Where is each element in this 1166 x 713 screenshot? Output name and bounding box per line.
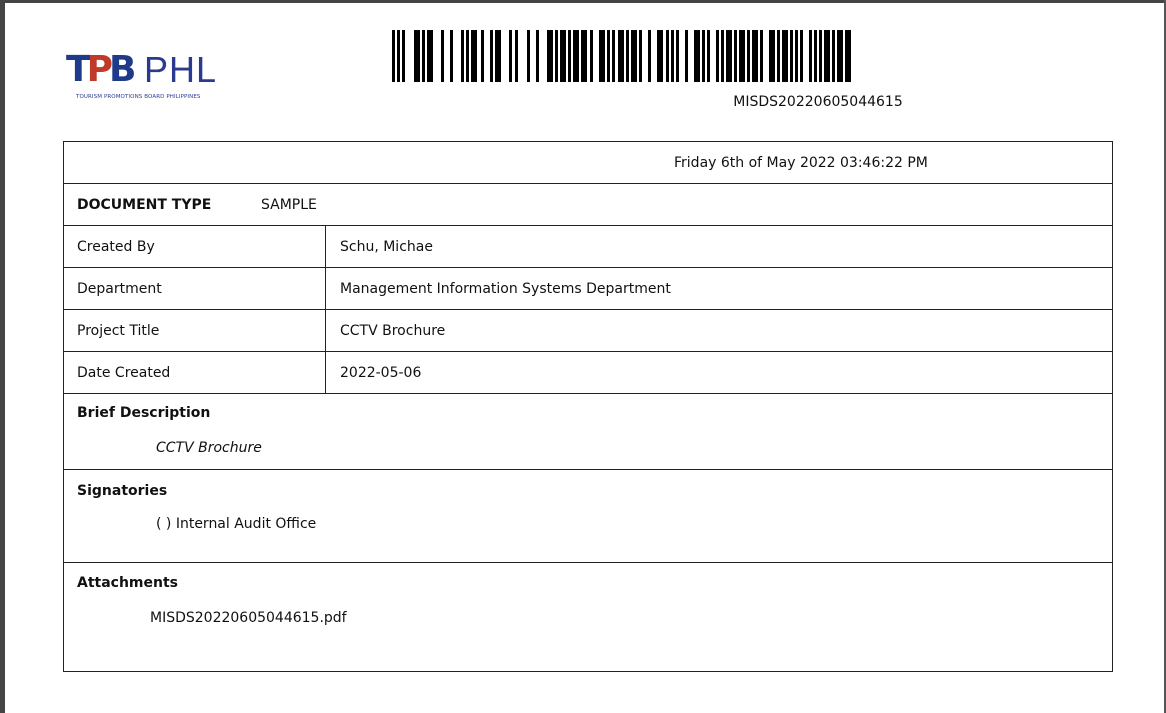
page-frame-left: [0, 0, 5, 713]
brief-description-section: [64, 394, 1112, 470]
document-type-row: [64, 184, 1112, 226]
document-type-value: SAMPLE: [261, 196, 317, 213]
field-value: 2022-05-06: [340, 364, 422, 381]
barcode-image: [392, 30, 1114, 82]
logo-mark: TPB: [66, 49, 133, 90]
signatories-title: Signatories: [77, 483, 168, 499]
field-label: Created By: [64, 226, 326, 267]
attachments-title: Attachments: [77, 575, 179, 591]
attachment-file-link[interactable]: MISDS20220605044615.pdf: [150, 610, 347, 626]
field-label: Date Created: [64, 352, 326, 393]
field-row-date-created: [64, 352, 1112, 394]
field-value: Schu, Michae: [340, 238, 433, 255]
brief-description-title: Brief Description: [77, 405, 211, 421]
page-frame-top: [0, 0, 1166, 3]
document-type-label: DOCUMENT TYPE: [77, 196, 212, 213]
logo-subtitle: TOURISM PROMOTIONS BOARD PHILIPPINES: [76, 94, 201, 100]
field-row-project-title: [64, 310, 1112, 352]
attachments-section: [64, 563, 1112, 673]
barcode-number: MISDS20220605044615: [733, 94, 903, 110]
document-table: [63, 141, 1113, 672]
signatories-section: [64, 470, 1112, 563]
tpb-logo: [66, 49, 266, 102]
timestamp: Friday 6th of May 2022 03:46:22 PM: [674, 154, 928, 171]
signatory-item: ( ) Internal Audit Office: [156, 516, 317, 532]
field-label: Department: [64, 268, 326, 309]
field-value: CCTV Brochure: [340, 322, 446, 339]
logo-suffix: PHL: [144, 49, 218, 90]
field-label: Project Title: [64, 310, 326, 351]
timestamp-row: [64, 142, 1112, 184]
field-value: Management Information Systems Department: [340, 280, 671, 297]
brief-description-text: CCTV Brochure: [156, 440, 262, 456]
field-row-created-by: [64, 226, 1112, 268]
field-row-department: [64, 268, 1112, 310]
